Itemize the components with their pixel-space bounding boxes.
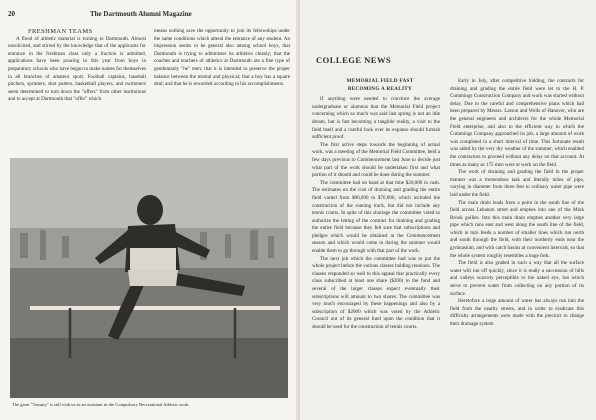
paragraph: A flood of athletic material is turning to Dartmouth. Almost unsolicited, and stirred by the knowledge that of the applicants for entrance in the freshman class only a fraction is admitted, applications have been pouring in this year from boys in preparatory schools who have begun to make names for themselves in all branches of amateur sport. Football captains, baseball pitchers, sprinters, shot putters, basketball players, and swimmers seem determined to turn down the "offers" from other institutions and to accept at Dartmouth that "offer" which bbox=[8, 35, 146, 103]
article-title-line-2: BECOMING A REALITY bbox=[347, 85, 413, 92]
paragraph: Early in July, after competitive bidding, the contracts for draining and grading the entire field were let to the H. P. Cummings Construction Company and work was started without delay. Due to the careful and comprehensive plans which had been prepared by Messrs. Larson and Wells of Hanover, who are the general engineers and architects for the whole Memorial Field enterprise, and also to the efficient way in which the Cummings Company approached its job, a large amount of work was completed in a short interval of time. This fortunate result was aided by the very dry weather of the summer, which enabled the contractors to proceed without any delay on that account. At times as many as 175 men were at work on the field. bbox=[450, 78, 584, 168]
paragraph: The committee had on hand at that time $20,000 in cash. The estimates on the cost of draining and grading the entire field varied from $80,000 to $70,000, which included the construction of the running track, but did not include any tennis courts. In spite of this shortage the committee voted to authorize the letting of the contract for draining and grading the entire field because they felt sure that subscriptions and pledges which would be obtained at the Commencement season and which would come in during the summer would enable them to go through with that part of the work. bbox=[312, 179, 440, 255]
photo-caption: The great "Tommy" is still with us as an assistant in the Compulsory Recreational Athletic work bbox=[12, 402, 189, 407]
paragraph: The main drain leads from a point in the south line of the field across Lebanon street and empties into one of the Mink Brook gullies. Into this main drain empties another very large pipe which runs east and west along the south line of the field, which in turn feeds a number of smaller lines which run north and south through the field, with their northerly ends near the gymnasium, and with catch basins at convenient intervals, so that the whole system roughly resembles a huge fork. bbox=[450, 199, 584, 259]
paragraph: The work of draining and grading the field in the proper manner was a tremendous task and literally miles of pipe, varying in diameter from three feet to ordinary water pipe were laid under the field. bbox=[450, 169, 584, 198]
paragraph: If anything were needed to convince the average undergraduate or alumnus that the Memorial Field project concerning which so much was said last spring is not an idle dream, but is fast becoming a tangible reality, a visit to the field itself and a careful look over its expanse should furnish sufficient proof. bbox=[312, 96, 440, 141]
paragraph: The next job which the committee had was to put the whole project before the various classes holding reunions. The classes responded so well to this appeal that practically every class subscribed at least one share ($200) to the fund and several of the larger classes expect eventually their subscriptions will amount to two shares. The committee was very much encouraged by these happenings and also by a subscription of $2000 which was voted by the Athletic Council out of its general fund upon the condition that it should be used for the construction of tennis courts. bbox=[312, 255, 440, 330]
right-column-2 bbox=[450, 78, 584, 329]
hurdler-photo-graphic bbox=[10, 158, 288, 398]
page-number: 20 bbox=[8, 10, 15, 18]
college-news-title: COLLEGE NEWS bbox=[316, 55, 392, 65]
article-title-line-1: MEMORIAL FIELD FAST bbox=[346, 78, 414, 84]
paragraph: Heretofore a large amount of water has always run into the field from the nearby streets, and in order to eradicate this difficulty arrangements were made with the precinct to change their drainage system bbox=[450, 298, 584, 327]
paragraph: The field is also graded in such a way that all the surface water will run off quickly, since it is really a succession of hills and valleys scarcely perceptible to the naked eye, but which serve to prevent water from collecting on any portion of its surface. bbox=[450, 260, 584, 297]
running-head: The Dartmouth Alumni Magazine bbox=[90, 10, 192, 18]
section-title: FRESHMAN TEAMS bbox=[28, 28, 93, 35]
left-column-2 bbox=[154, 28, 290, 89]
paragraph: The first active steps towards the beginning of actual work, was a meeting of the Memorial Field Committee, held a few days previous to Commencement last June to decide just what part of the work should be undertaken first and what portion of it should and could be done during the summer. bbox=[312, 141, 440, 179]
right-column-1 bbox=[312, 78, 440, 332]
hurdler-photo bbox=[10, 158, 288, 398]
left-column-1 bbox=[8, 28, 146, 104]
paragraph: means nothing save the opportunity to join its fellowships under the same conditions which attend the entrance of any student. An impression seems to be general also among school boys, that Dartmouth is trying to administer its athletics cleanly; that the coaches and teachers of athletics at Dartmouth are a fine type of gentlemanly "he" men; that it is intended to preserve the proper balance between the mental and physical; that a boy has a square deal; and that he is rewarded according to his accomplishments. bbox=[154, 28, 290, 88]
